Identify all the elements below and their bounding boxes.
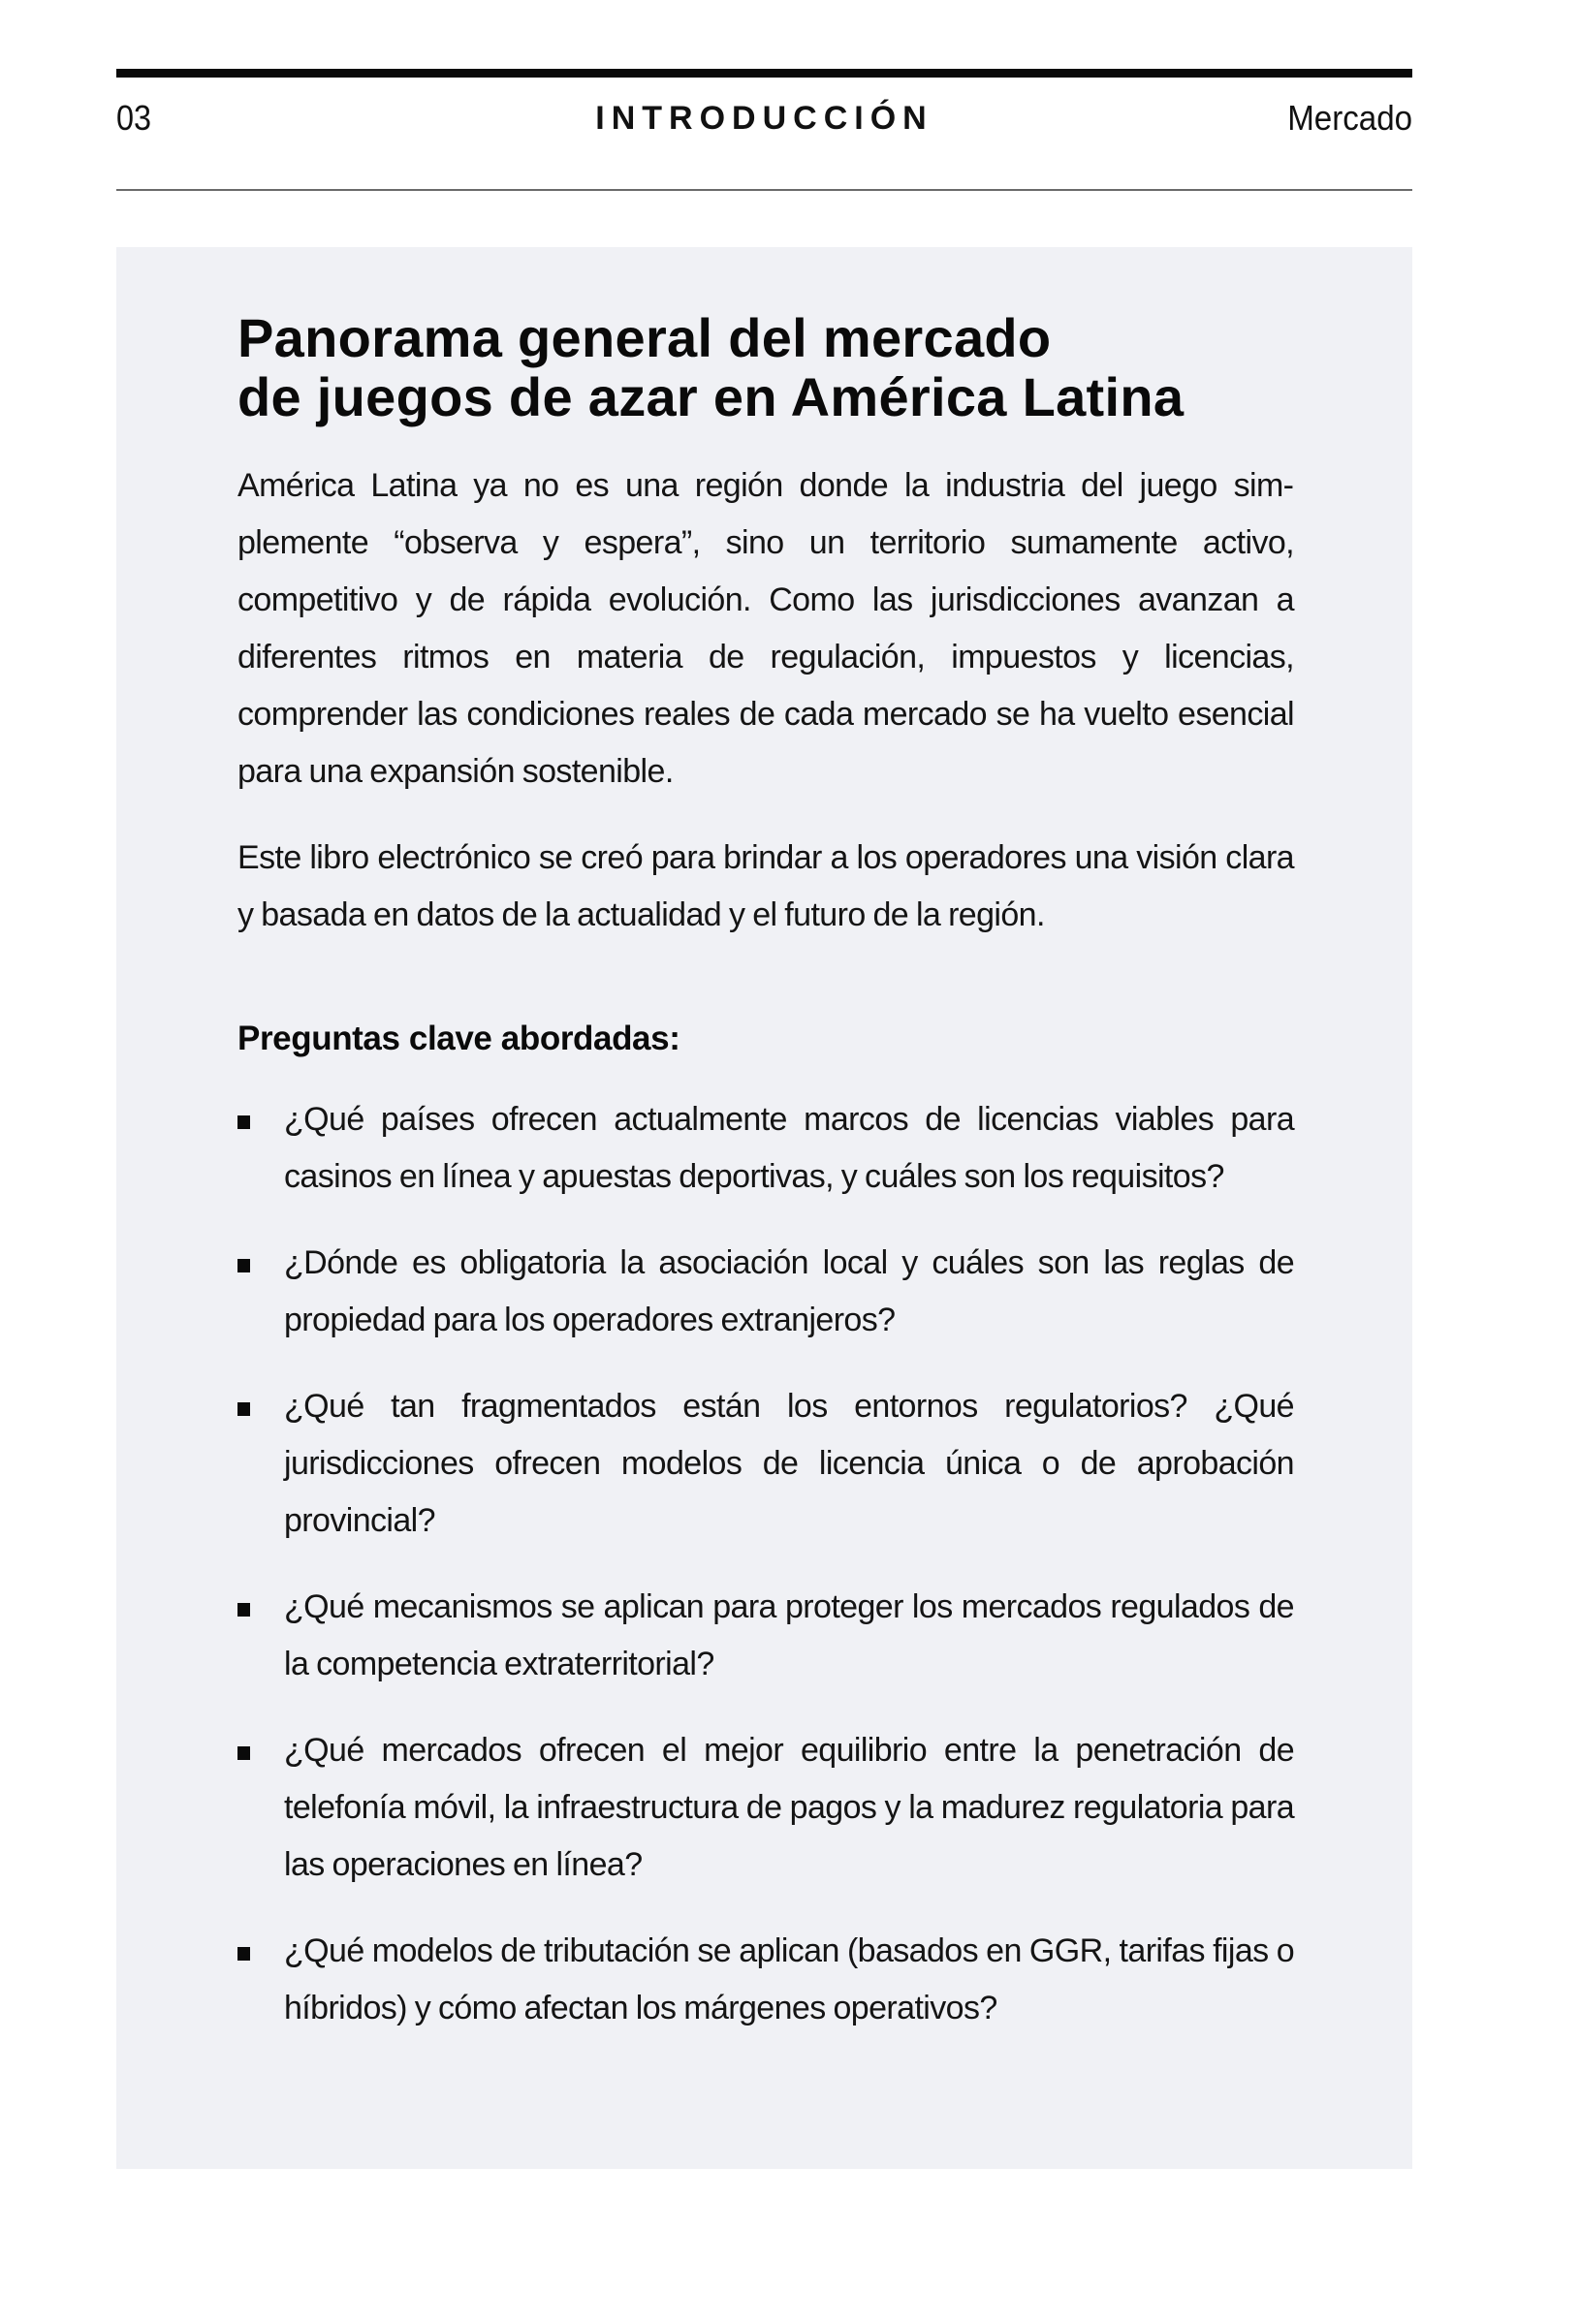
top-rule xyxy=(116,69,1412,78)
section-title: INTRODUCCIÓN xyxy=(595,100,933,137)
title-line-1: Panorama general del mercado xyxy=(237,307,1052,368)
list-item xyxy=(237,1722,1294,1894)
header-divider xyxy=(116,189,1412,191)
question-text: ¿Qué países ofrecen actualmente marcos de licencias viables para casinos en línea y apuestas deportivas, y cuáles son los requisitos? xyxy=(284,1101,1294,1195)
question-text: ¿Qué modelos de tributación se aplican (basados en GGR, tarifas fijas o híbridos) y cómo afectan los márgenes operativos? xyxy=(284,1932,1294,2026)
square-bullet-icon xyxy=(237,1947,250,1961)
list-item xyxy=(237,1579,1294,1693)
square-bullet-icon xyxy=(237,1746,250,1760)
question-text: ¿Qué tan fragmentados están los entornos regulatorios? ¿Qué jurisdicciones ofrecen modelos de licencia única o de aprobación provincial? xyxy=(284,1388,1294,1539)
list-item xyxy=(237,1235,1294,1349)
title-line-2: de juegos de azar en América Latina xyxy=(237,366,1185,427)
section-label: Mercado xyxy=(1287,98,1412,138)
article-content xyxy=(237,308,1294,2066)
question-text: ¿Dónde es obligatoria la asociación local y cuáles son las reglas de propiedad para los operadores extranjeros? xyxy=(284,1244,1294,1338)
list-item xyxy=(237,1923,1294,2037)
list-item xyxy=(237,1091,1294,1206)
purpose-paragraph: Este libro electrónico se creó para brindar a los operadores una visión clara y basada en datos de la actualidad y el futuro de la región. xyxy=(237,839,1294,933)
intro-paragraph: América Latina ya no es una región donde la industria del juego simplemente “observa y espera”, sino un territorio sumamente activo, competitivo y de rápida evolución. Como las jurisdicciones avanzan a diferentes ritmos en materia de regulación, impuestos y licencias, comprender las condiciones reales de cada mercado se ha vuelto esencial para una expansión sostenible. xyxy=(237,467,1294,790)
square-bullet-icon xyxy=(237,1115,250,1129)
question-text: ¿Qué mecanismos se aplican para proteger los mercados regulados de la competencia extraterritorial? xyxy=(284,1588,1294,1682)
page-title xyxy=(237,308,1294,426)
square-bullet-icon xyxy=(237,1402,250,1416)
list-item xyxy=(237,1378,1294,1550)
questions-list xyxy=(237,1091,1294,2037)
square-bullet-icon xyxy=(237,1259,250,1272)
page-header xyxy=(116,93,1412,143)
question-text: ¿Qué mercados ofrecen el mejor equilibrio entre la penetración de telefonía móvil, la infraestructura de pagos y la madurez regulatoria para las operaciones en línea? xyxy=(284,1732,1294,1883)
square-bullet-icon xyxy=(237,1603,250,1617)
questions-heading: Preguntas clave abordadas: xyxy=(237,1020,680,1057)
page-number: 03 xyxy=(116,98,152,138)
